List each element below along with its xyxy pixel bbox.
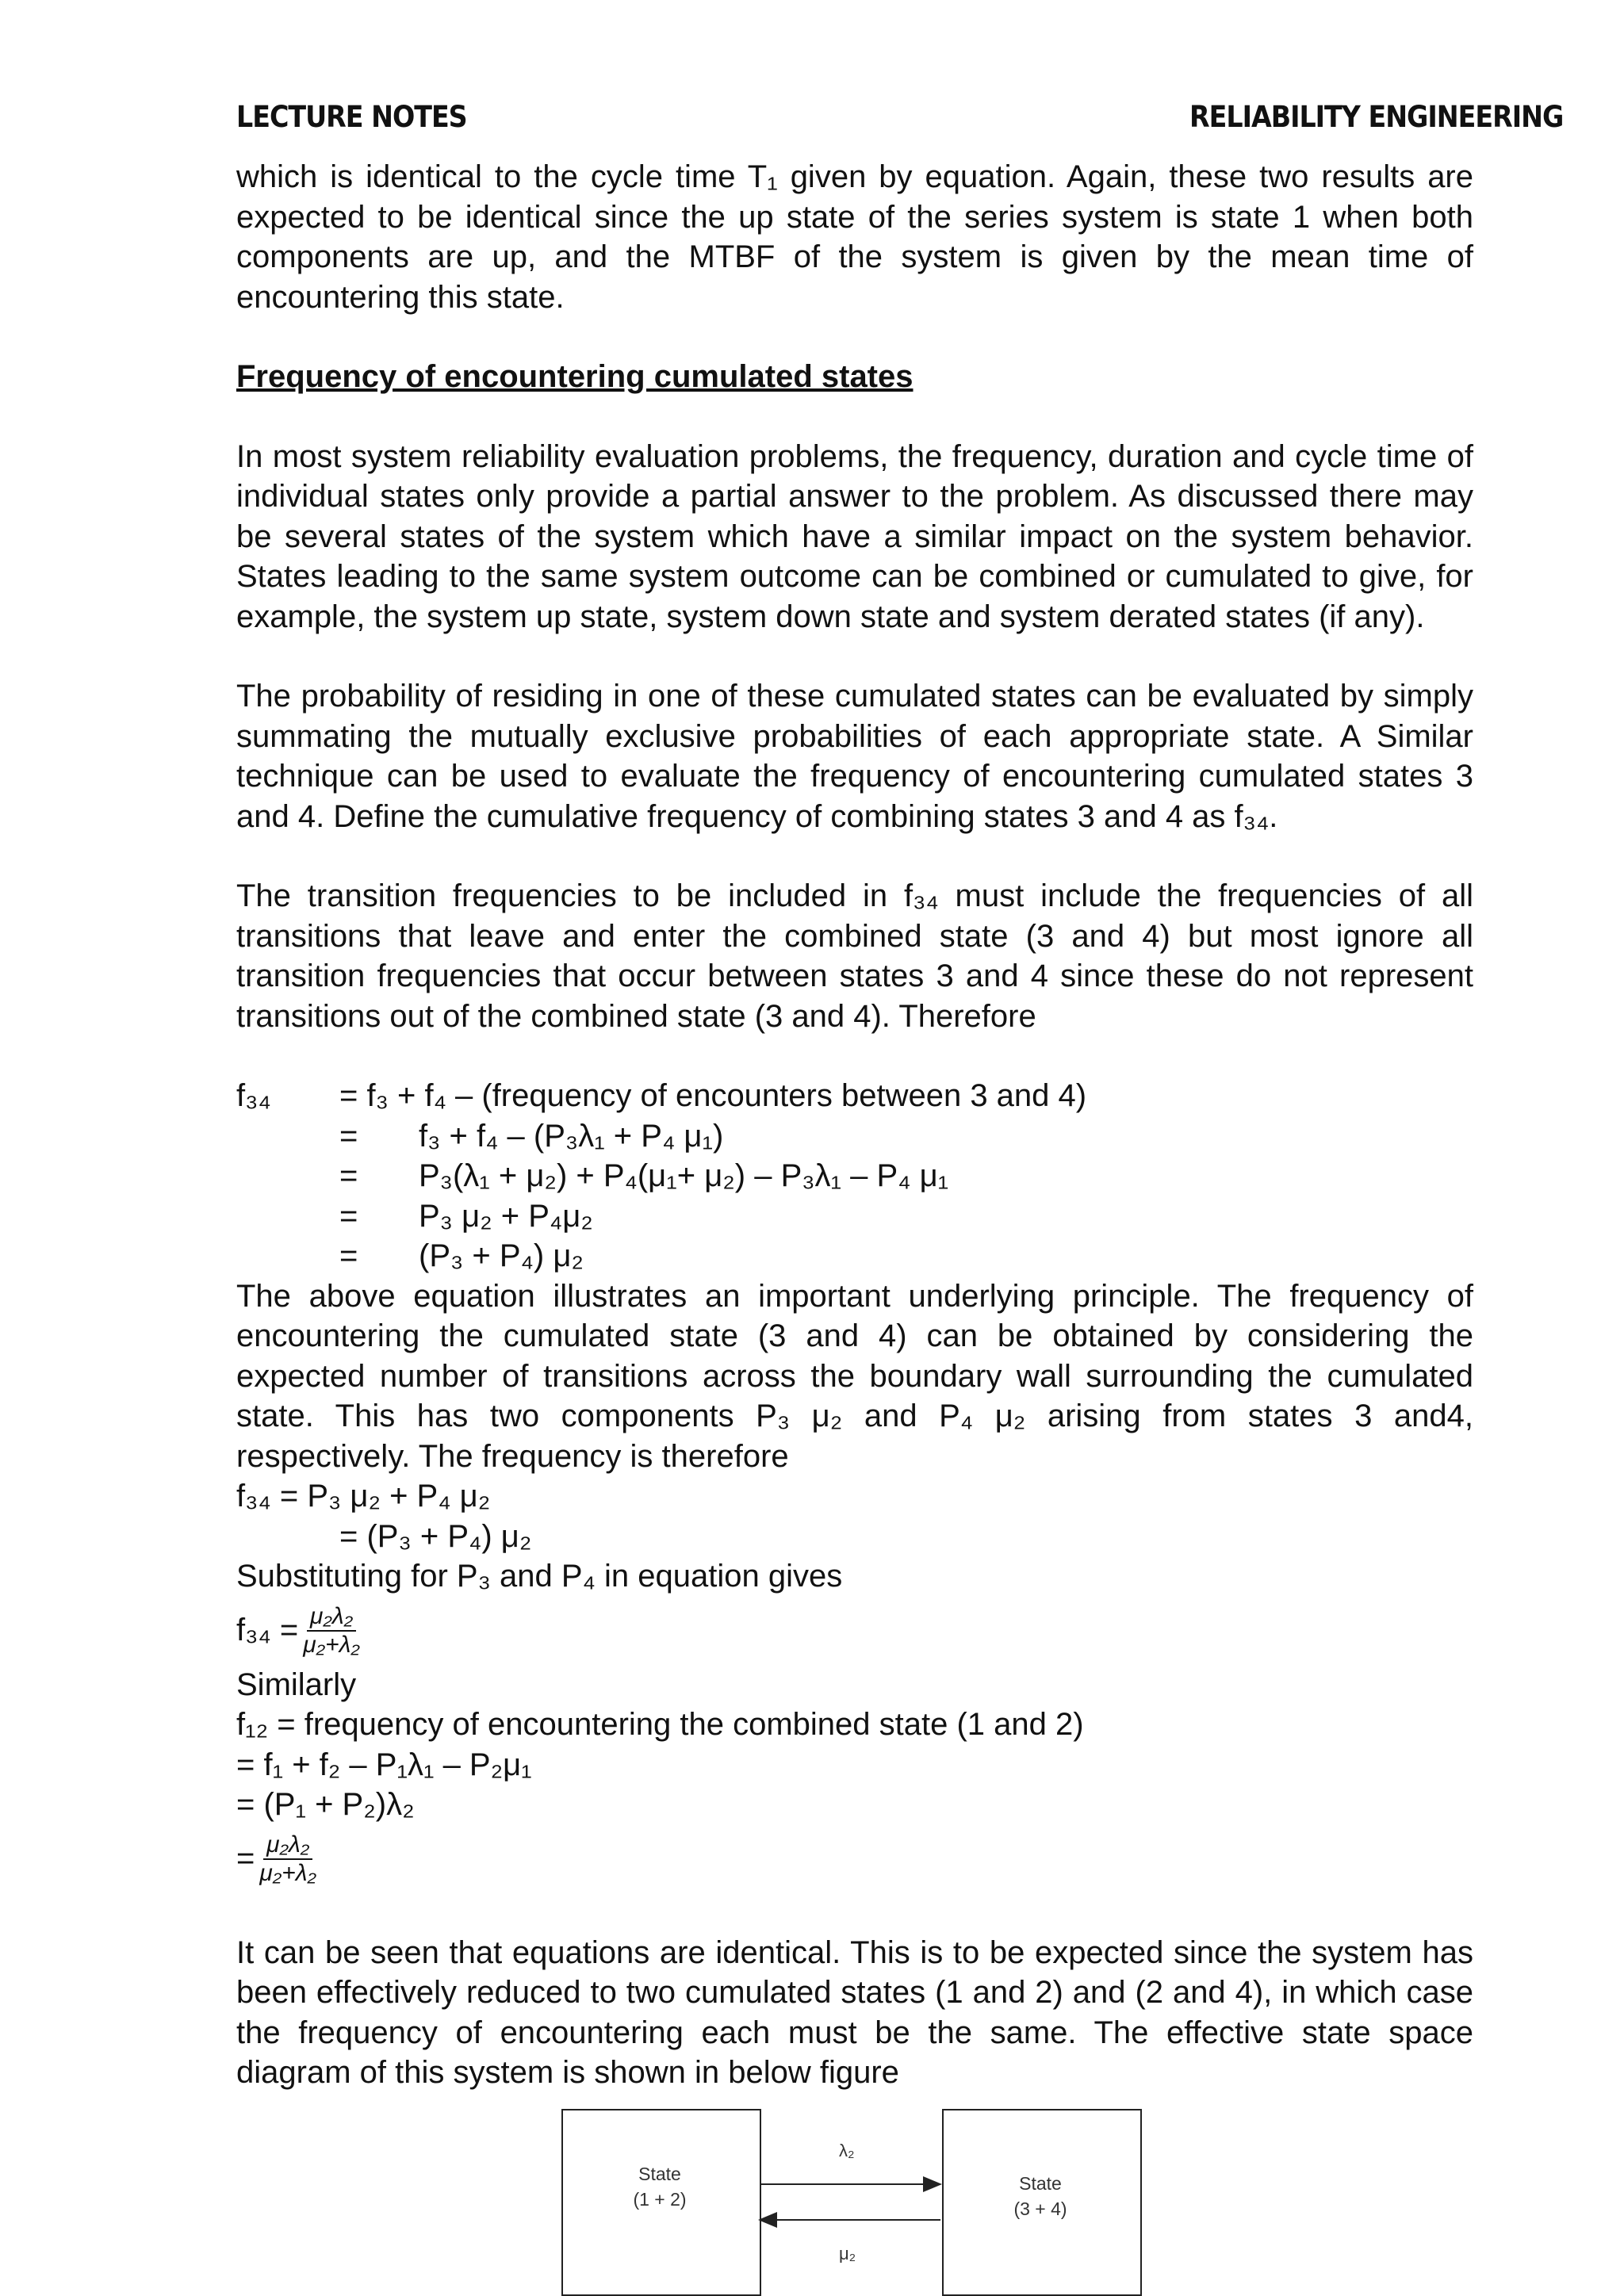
section-heading: Frequency of encountering cumulated states <box>236 359 914 394</box>
mu-label: μ₂ <box>839 2244 856 2263</box>
paragraph-5: The above equation illustrates an important underlying principle. The frequency of encountering the cumulated state (3 and 4) can be obtained by considering the expected number of transitions across the boundary wall surrounding the cumulated state. This has two components P₃ μ₂ and P₄ μ₂ arising from states 3 and4, respectively. The frequency is therefore <box>236 1278 1473 1474</box>
fraction-1 <box>303 1603 360 1659</box>
paragraph-3: The probability of residing in one of these cumulated states can be evaluated by simply summating the mutually exclusive probabilities of each appropriate state. A Similar technique can be used to evaluate the frequency of encountering cumulated states 3 and 4. Define the cumulative frequency of combining states 3 and 4 as f₃₄. <box>236 679 1473 834</box>
state-right-sub: (3 + 4) <box>1013 2198 1067 2219</box>
fraction-1-denominator: μ₂+λ₂ <box>303 1631 360 1658</box>
header-left: LECTURE NOTES <box>236 100 467 134</box>
eq1-first: = f₃ + f₄ – (frequency of encounters between 3 and 4) <box>339 1078 1087 1113</box>
eq1-equals: = <box>339 1118 358 1154</box>
frac2-lhs: = <box>236 1841 255 1877</box>
fraction-2-denominator: μ₂+λ₂ <box>259 1859 316 1886</box>
eq1-line: f₃ + f₄ – (P₃λ₁ + P₄ μ₁) <box>419 1118 724 1154</box>
document-body <box>236 157 1473 2093</box>
lambda-label: λ₂ <box>839 2141 855 2160</box>
eq2-line-5: f₁₂ = frequency of encountering the combined state (1 and 2) <box>236 1707 1084 1742</box>
equation-block-2 <box>236 1476 1473 1893</box>
eq2-line-2: = (P₃ + P₄) μ₂ <box>339 1518 532 1554</box>
eq1-equals: = <box>339 1238 358 1273</box>
header-right: RELIABILITY ENGINEERING <box>1189 100 1564 134</box>
state-left-title: State <box>638 2164 681 2184</box>
eq1-equals: = <box>339 1158 358 1193</box>
paragraph-4: The transition frequencies to be included in f₃₄ must include the frequencies of all transitions that leave and enter the combined state (3 and 4) but most ignore all transition frequencies that occur between states 3 and 4 since these do not represent transitions out of the combined state (3 and 4). Therefore <box>236 878 1473 1034</box>
eq2-line-6: = f₁ + f₂ – P₁λ₁ – P₂μ₁ <box>236 1747 532 1782</box>
eq2-line-7: = (P₁ + P₂)λ₂ <box>236 1787 415 1822</box>
paragraph-2: In most system reliability evaluation problems, the frequency, duration and cycle time of individual states only provide a partial answer to the problem. As discussed there may be several states of the system which have a similar impact on the system behavior. States leading to the same system outcome can be combined or cumulated to give, for example, the system up state, system down state and system derated states (if any). <box>236 438 1473 634</box>
fraction-2-numerator: μ₂λ₂ <box>263 1831 312 1860</box>
eq2-line-1: f₃₄ = P₃ μ₂ + P₄ μ₂ <box>236 1479 491 1513</box>
eq2-line-4: Similarly <box>236 1667 357 1702</box>
state-right-title: State <box>1019 2173 1062 2194</box>
eq1-line: P₃(λ₁ + μ₂) + P₄(μ₁+ μ₂) – P₃λ₁ – P₄ μ₁ <box>419 1158 949 1193</box>
eq1-line: P₃ μ₂ + P₄μ₂ <box>419 1198 593 1234</box>
eq2-line-3: Substituting for P₃ and P₄ in equation gives <box>236 1559 843 1594</box>
state-label-right <box>942 2171 1139 2221</box>
fraction-2 <box>259 1831 316 1887</box>
state-label-left <box>561 2161 758 2212</box>
equation-block-1 <box>236 1076 1473 1276</box>
state-left-sub: (1 + 2) <box>633 2189 687 2210</box>
eq1-lhs: f₃₄ <box>236 1078 271 1113</box>
eq1-equals: = <box>339 1198 358 1234</box>
paragraph-6: It can be seen that equations are identical. This is to be expected since the system has been effectively reduced to two cumulated states (1 and 2) and (2 and 4), in which case the frequency of encountering each must be the same. The effective state space diagram of this system is shown in below figure <box>236 1934 1473 2090</box>
fraction-1-numerator: μ₂λ₂ <box>307 1603 356 1632</box>
paragraph-1: which is identical to the cycle time T₁ given by equation. Again, these two results are expected to be identical since the up state of the series system is state 1 when both components are up, and the MTBF of the system is given by the mean time of encountering this state. <box>236 159 1473 315</box>
frac1-lhs: f₃₄ = <box>236 1613 299 1648</box>
eq1-line: (P₃ + P₄) μ₂ <box>419 1238 584 1273</box>
